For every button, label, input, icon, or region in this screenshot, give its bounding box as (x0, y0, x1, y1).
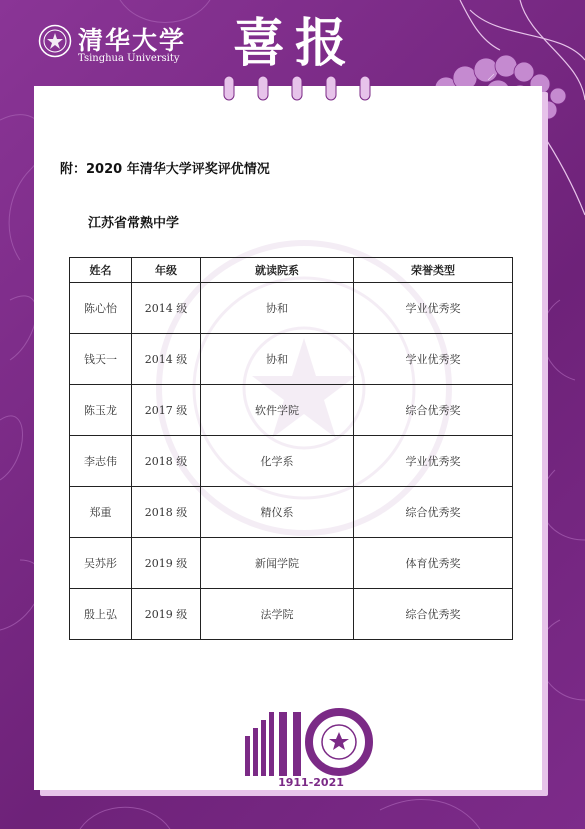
cell-grade: 2014 级 (132, 334, 201, 385)
cell-department: 化学系 (201, 436, 354, 487)
cell-name: 钱天一 (70, 334, 132, 385)
section-title: 附：2020 年清华大学评奖评优情况 (60, 162, 270, 177)
cell-grade: 2019 级 (132, 538, 201, 589)
awards-table (69, 257, 513, 640)
header-name: 姓名 (70, 258, 132, 283)
header-honor-type: 荣誉类型 (354, 258, 513, 283)
cell-name: 殷上弘 (70, 589, 132, 640)
cell-honor: 体育优秀奖 (354, 538, 513, 589)
cell-name: 郑重 (70, 487, 132, 538)
table-row (70, 334, 513, 385)
cell-name: 李志伟 (70, 436, 132, 487)
cell-department: 协和 (201, 334, 354, 385)
cell-name: 吴苏彤 (70, 538, 132, 589)
anniversary-110-logo (243, 708, 373, 788)
cell-honor: 学业优秀奖 (354, 436, 513, 487)
cell-name: 陈心怡 (70, 283, 132, 334)
table-row (70, 589, 513, 640)
table-row (70, 385, 513, 436)
cell-grade: 2018 级 (132, 487, 201, 538)
cell-grade: 2019 级 (132, 589, 201, 640)
cell-department: 法学院 (201, 589, 354, 640)
cell-honor: 综合优秀奖 (354, 487, 513, 538)
table-row (70, 538, 513, 589)
cell-department: 新闻学院 (201, 538, 354, 589)
cell-honor: 学业优秀奖 (354, 283, 513, 334)
cell-grade: 2017 级 (132, 385, 201, 436)
logo-english-name: Tsinghua University (78, 53, 180, 64)
logo-chinese-name: 清华大学 (78, 26, 187, 55)
cell-department: 精仪系 (201, 487, 354, 538)
cell-honor: 综合优秀奖 (354, 589, 513, 640)
table-row (70, 436, 513, 487)
cell-grade: 2014 级 (132, 283, 201, 334)
cell-grade: 2018 级 (132, 436, 201, 487)
cell-name: 陈玉龙 (70, 385, 132, 436)
table-header-row (70, 258, 513, 283)
cell-department: 协和 (201, 283, 354, 334)
table-row (70, 487, 513, 538)
header-grade: 年级 (132, 258, 201, 283)
header-department: 就读院系 (201, 258, 354, 283)
school-name: 江苏省常熟中学 (88, 216, 180, 231)
cell-department: 软件学院 (201, 385, 354, 436)
cell-honor: 综合优秀奖 (354, 385, 513, 436)
anniversary-years: 1911-2021 (278, 776, 344, 788)
table-row (70, 283, 513, 334)
binder-rings-decoration (222, 74, 382, 104)
page-title: 喜报 (233, 14, 358, 74)
cell-honor: 学业优秀奖 (354, 334, 513, 385)
